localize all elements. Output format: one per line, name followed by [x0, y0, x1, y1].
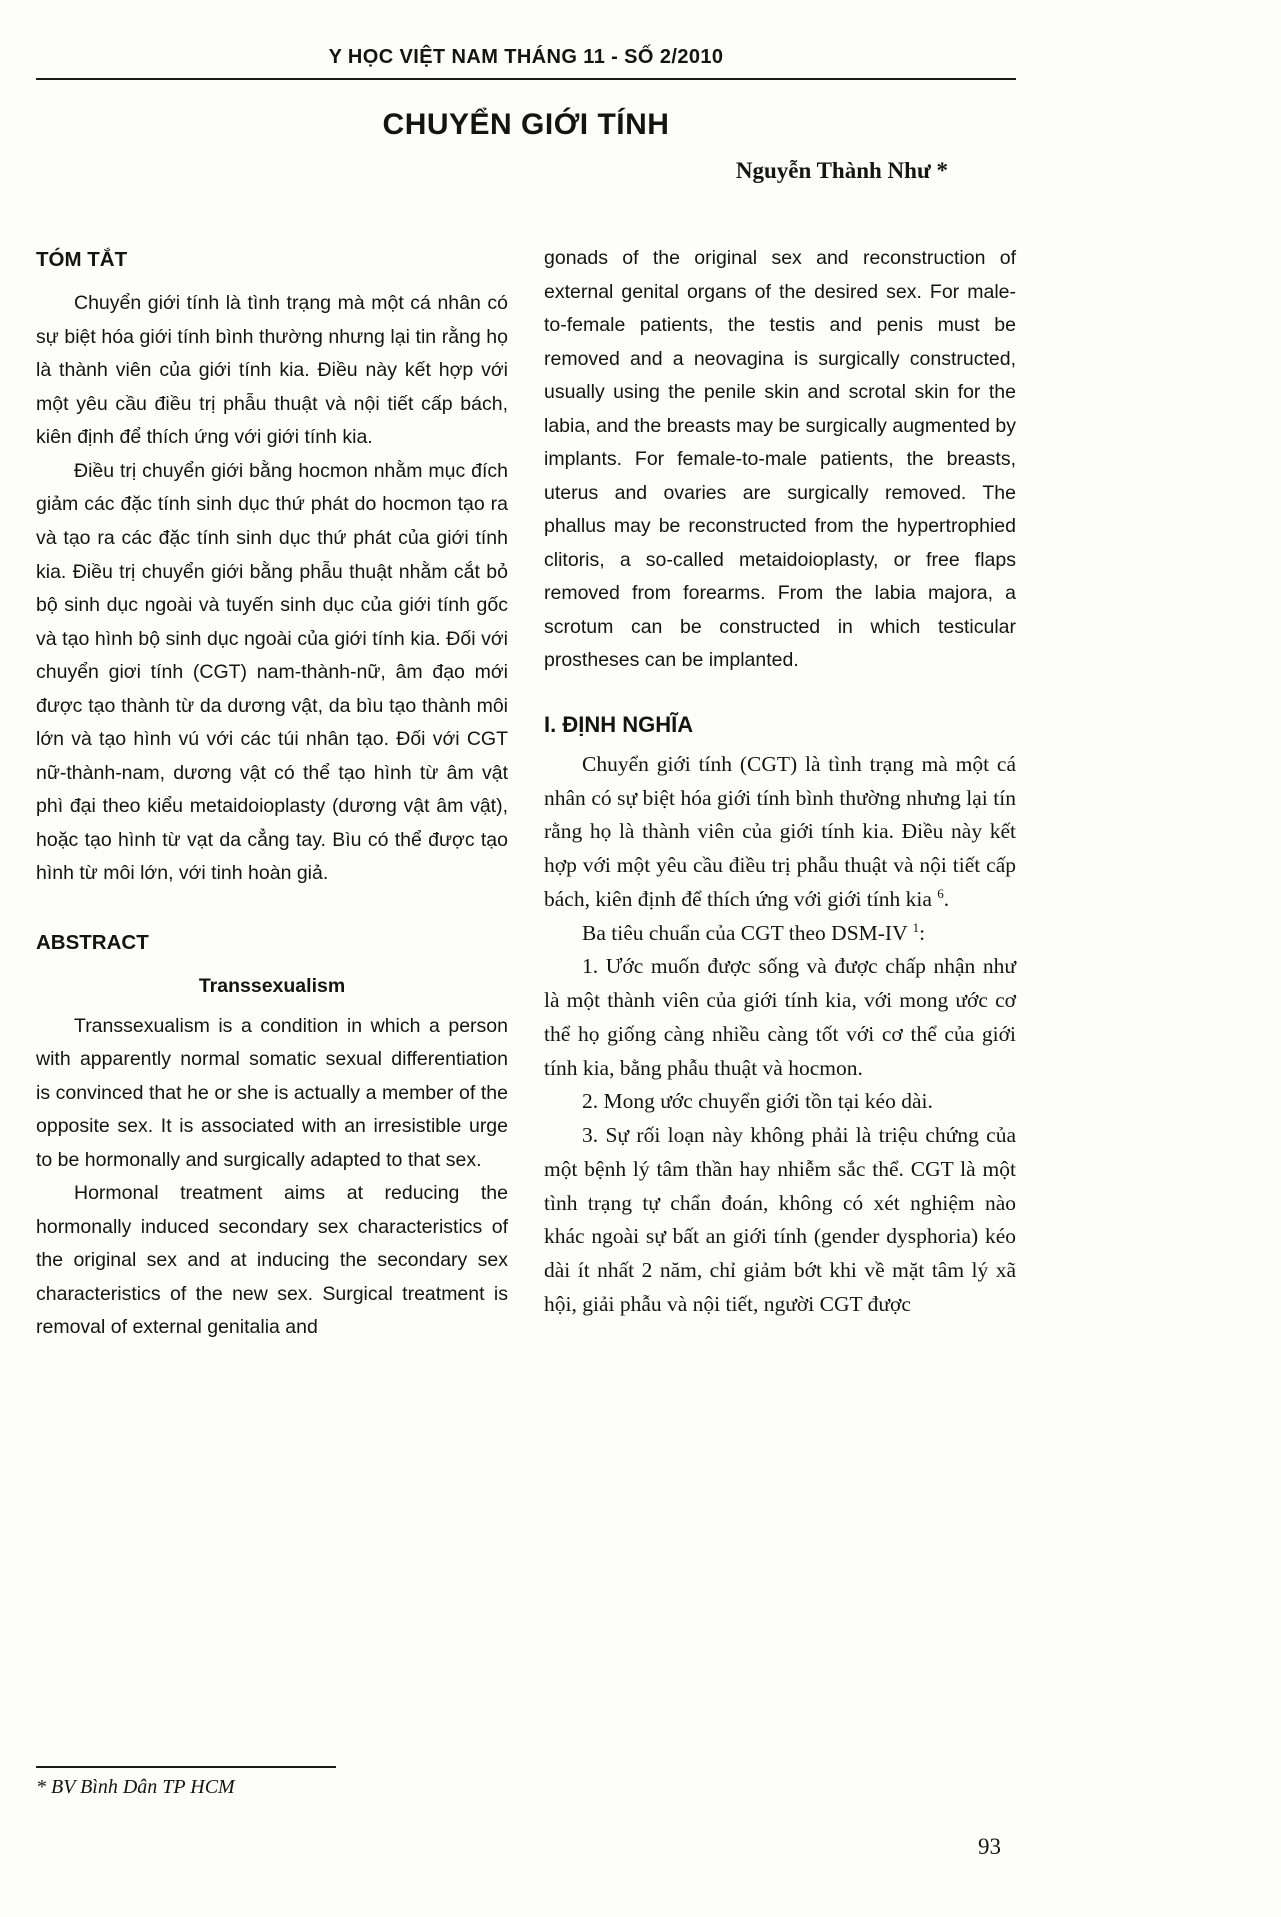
page-number: 93	[978, 1834, 1001, 1859]
abstract-paragraph-1: Transsexualism is a condition in which a person with apparently normal somatic sexual differentiation is convinced that he or she is actually a member of the opposite sex. It is associated with an irresistible urge to be hormonally and surgically adapted to that sex.	[36, 1014, 508, 1171]
abstract-continuation-block	[544, 242, 1016, 678]
summary-heading: TÓM TẮT	[36, 248, 128, 271]
criteria-intro-line	[544, 917, 1016, 951]
criteria-intro-end: :	[919, 920, 926, 945]
criteria-item-3: 3. Sự rối loạn này không phải là triệu chứng của một bệnh lý tâm thần hay nhiễm sắc thể. CGT là một tình trạng tự chẩn đoán, không có xét nghiệm nào khác ngoài sự bất an giới tính (gender dysphoria) kéo dài ít nhất 2 năm, chỉ giảm bớt khi về mặt tâm lý xã hội, giải phẫu và nội tiết, người CGT được	[544, 1123, 1016, 1316]
footnote-rule	[36, 1766, 336, 1768]
right-column	[544, 242, 1016, 1345]
criteria-item-1: 1. Ước muốn được sống và được chấp nhận như là một thành viên của giới tính kia, với mong ước cơ thể họ giống càng nhiều càng tốt với cơ thể của giới tính kia, bằng phẫu thuật và hocmon.	[544, 954, 1016, 1080]
left-column	[36, 242, 508, 1345]
section1-paragraph-1-text: Chuyển giới tính (CGT) là tình trạng mà một cá nhân có sự biệt hóa giới tính bình thường nhưng lại tín rằng họ là thành viên của giới tính kia. Điều này kết hợp với một yêu cầu điều trị phẫu thuật và nội tiết cấp bách, kiên định để thích ứng với giới tính kia	[544, 751, 1016, 911]
section1-paragraph-1	[544, 748, 1016, 917]
author-line: Nguyễn Thành Như *	[735, 158, 948, 183]
summary-paragraph-1: Chuyển giới tính là tình trạng mà một cá nhân có sự biệt hóa giới tính bình thường nhưng lại tin rằng họ là thành viên của giới tính kia. Điều này kết hợp với một yêu cầu điều trị phẫu thuật và nội tiết cấp bách, kiên định để thích ứng với giới tính kia.	[36, 292, 508, 449]
summary-paragraph-2: Điều trị chuyển giới bằng hocmon nhằm mục đích giảm các đặc tính sinh dục thứ phát do hocmon tạo ra và tạo ra các đặc tính sinh dục thứ phát của giới tính kia. Điều trị chuyển giới bằng phẫu thuật nhằm cắt bỏ bộ sinh dục ngoài và tuyến sinh dục của giới tính gốc và tạo hình bộ sinh dục ngoài của giới tính kia. Đối với chuyển giơi tính (CGT) nam-thành-nữ, âm đạo mới được tạo thành từ da dương vật, da bìu tạo thành môi lớn và tạo hình vú với các túi nhân tạo. Đối với CGT nữ-thành-nam, dương vật có thể tạo hình từ âm vật phì đại theo kiểu metaidoioplasty (dương vật âm vật), hoặc tạo hình từ vạt da cẳng tay. Bìu có thể được tạo hình từ môi lớn, với tinh hoàn giả.	[36, 459, 508, 885]
abstract-heading: ABSTRACT	[36, 930, 149, 954]
reference-superscript-6: 6	[937, 885, 944, 901]
section1-body	[544, 748, 1016, 1322]
footnote-text: * BV Bình Dân TP HCM	[36, 1776, 235, 1798]
section1-paragraph-1-end: .	[943, 886, 950, 911]
criteria-intro-text: Ba tiêu chuẩn của CGT theo DSM-IV	[582, 920, 913, 945]
reference-superscript-1: 1	[912, 919, 920, 935]
article-title: CHUYỂN GIỚI TÍNH	[382, 108, 670, 141]
abstract-paragraph-2: Hormonal treatment aims at reducing the hormonally induced secondary sex characteristics of the original sex and at inducing the secondary sex characteristics of the new sex. Surgical treatment is removal of external genitalia and	[36, 1182, 508, 1339]
journal-header-text: Y HỌC VIỆT NAM THÁNG 11 - SỐ 2/2010	[328, 46, 724, 68]
section1-heading: I. ĐỊNH NGHĨA	[544, 711, 694, 737]
footnote-block	[36, 1766, 456, 1799]
page-content	[36, 46, 1016, 1345]
criteria-item-2: 2. Mong ước chuyển giới tồn tại kéo dài.	[582, 1089, 933, 1114]
two-column-body	[36, 242, 1016, 1345]
running-head	[36, 46, 1016, 80]
abstract-continuation: gonads of the original sex and reconstruction of external genital organs of the desired sex. For male-to-female patients, the testis and penis must be removed and a neovagina is surgically constructed, usually using the penile skin and scrotal skin for the labia, and the breasts may be surgically augmented by implants. For female-to-male patients, the breasts, uterus and ovaries are surgically removed. The phallus may be reconstructed from the hypertrophied clitoris, a so-called metaidoioplasty, or free flaps removed from forearms. From the labia majora, a scrotum can be constructed in which testicular prostheses can be implanted.	[544, 247, 1016, 672]
abstract-subheading: Transsexualism	[198, 975, 346, 998]
